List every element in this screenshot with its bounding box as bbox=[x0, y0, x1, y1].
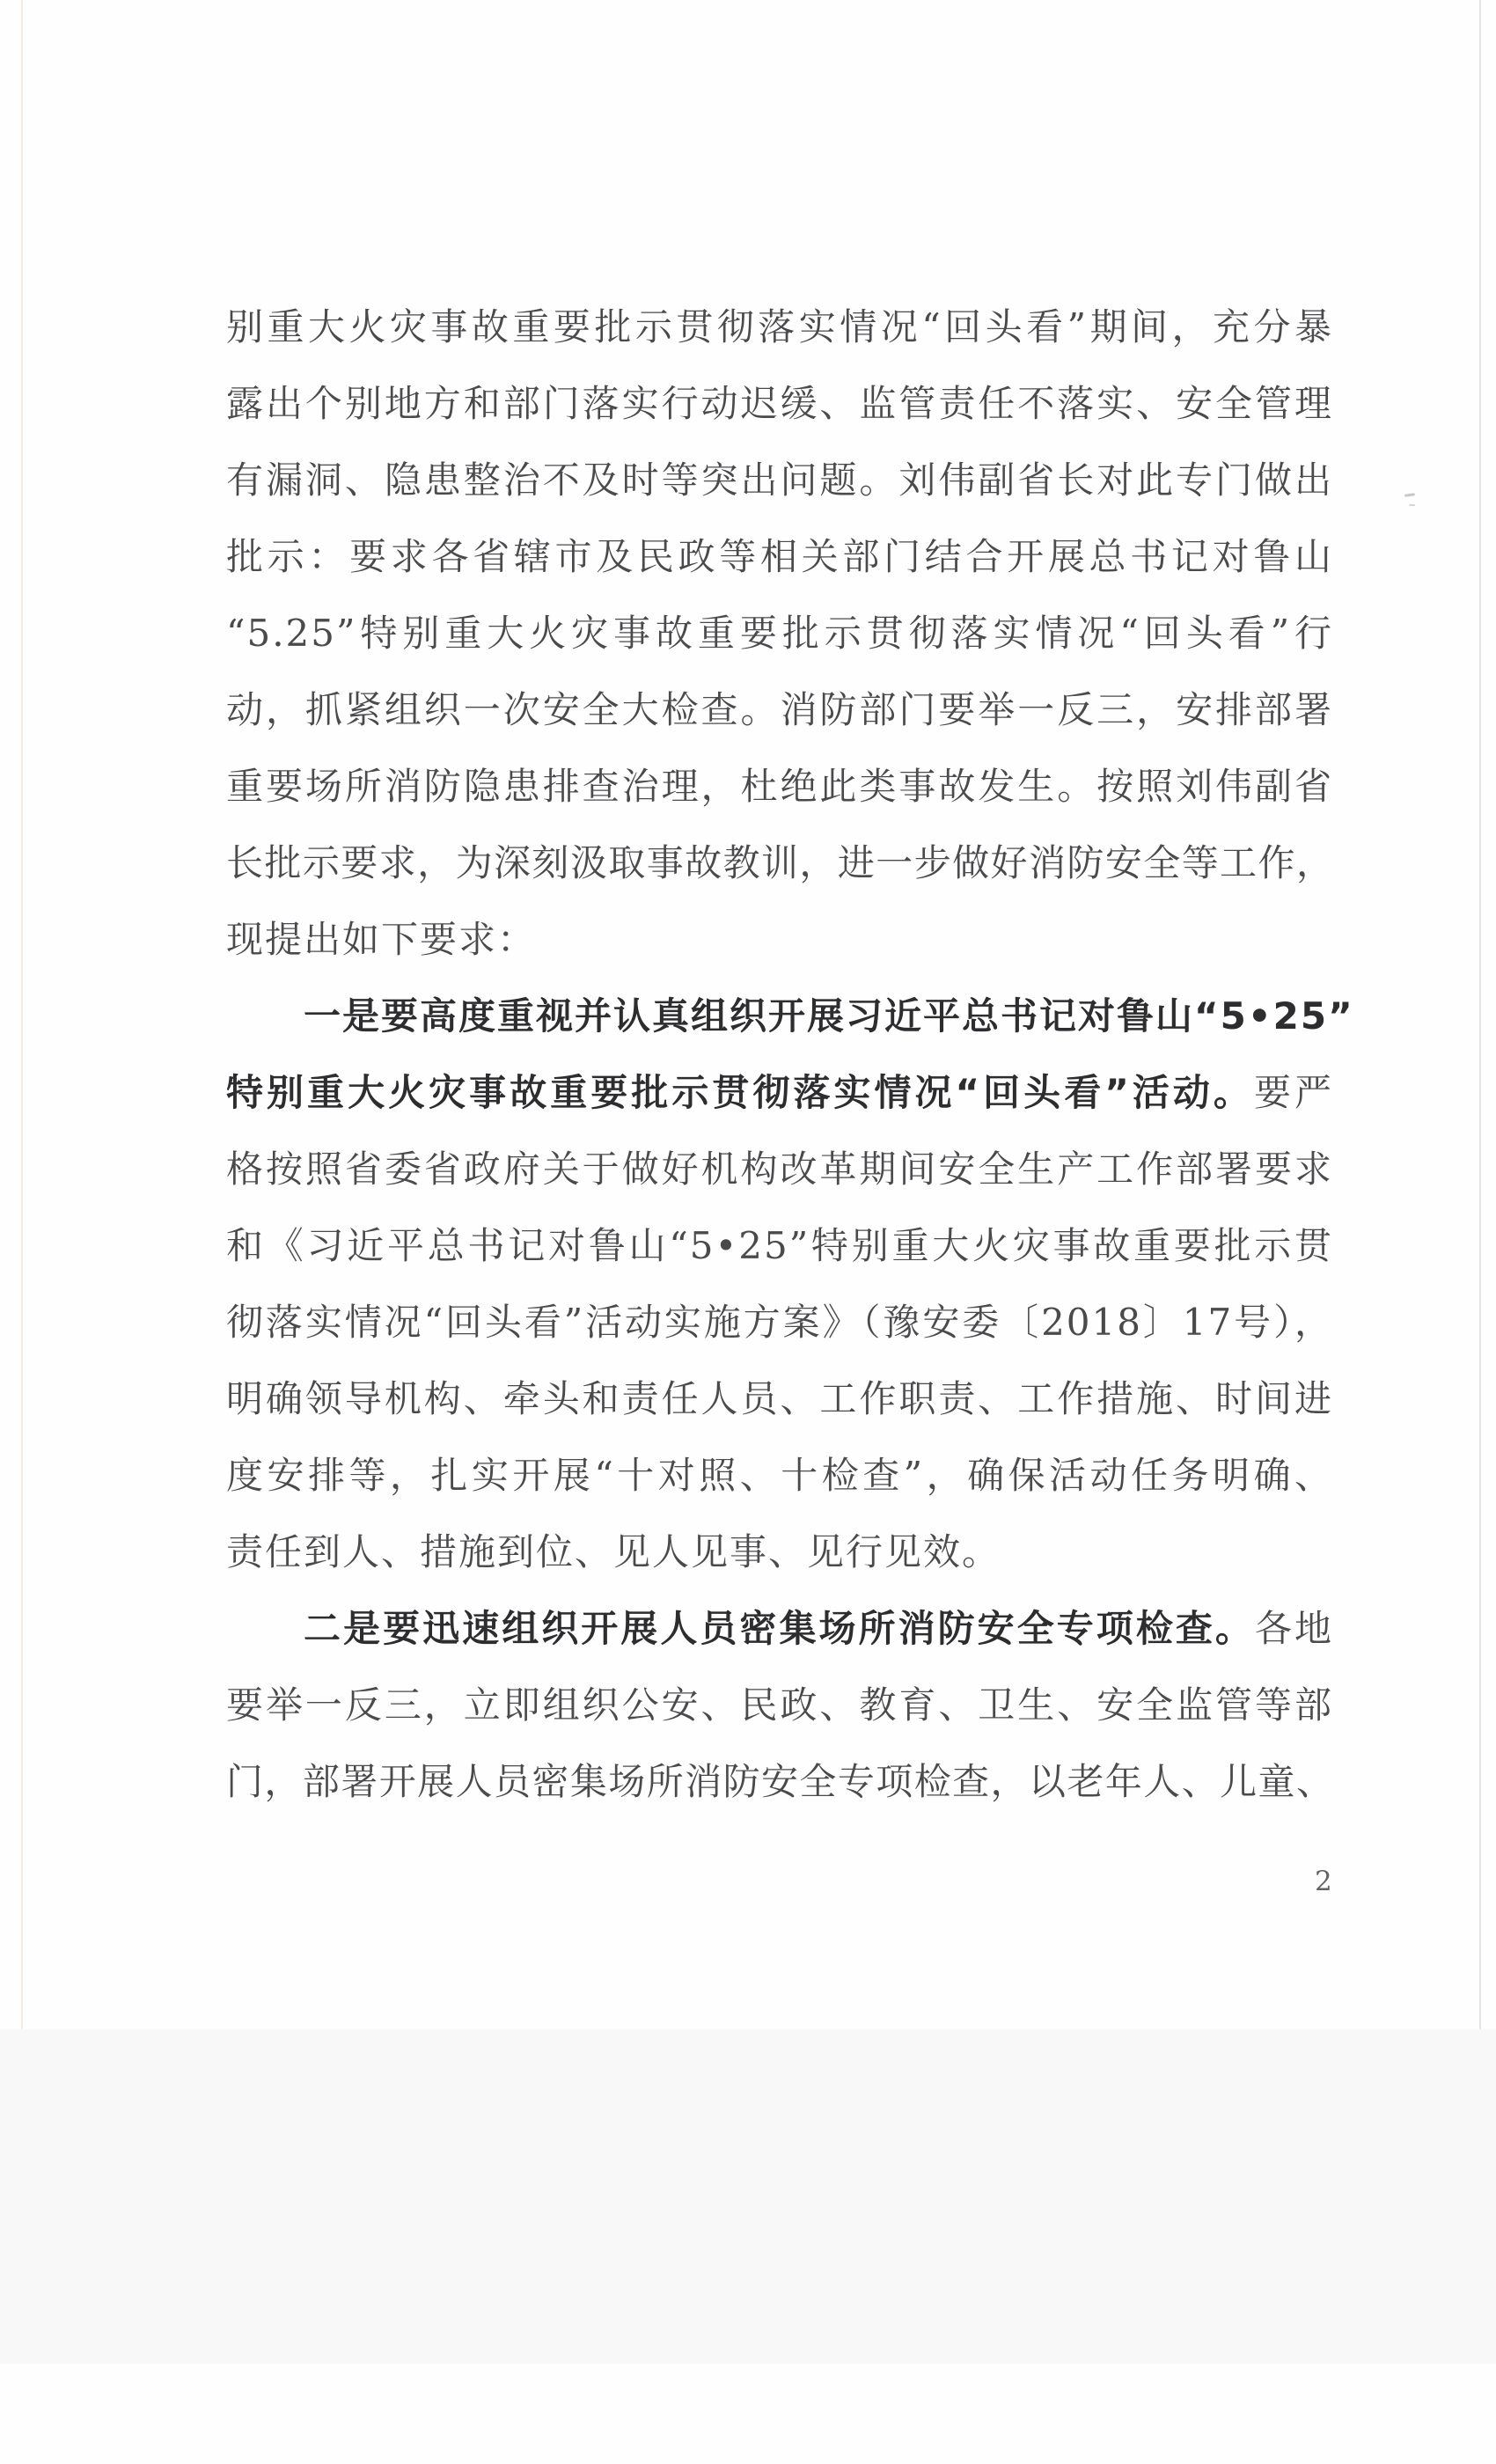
line-text: 责任到人、措施到位、见人见事、见行见效。 bbox=[226, 1530, 1001, 1573]
text-line bbox=[226, 595, 1333, 671]
scan-speck bbox=[1404, 493, 1415, 497]
text-line-paragraph-start bbox=[226, 1590, 1333, 1667]
line-text: 明确领导机构、牵头和责任人员、工作职责、工作措施、时间进 bbox=[226, 1377, 1333, 1420]
line-text: 有漏洞、隐患整治不及时等突出问题。刘伟副省长对此专门做出 bbox=[226, 458, 1333, 502]
line-text: 和《习近平总书记对鲁山“5•25”特别重大火灾事故重要批示贯 bbox=[226, 1224, 1333, 1267]
line-text-bold: 一是要高度重视并认真组织开展习近平总书记对鲁山“5•25” bbox=[304, 994, 1354, 1038]
text-line bbox=[226, 365, 1333, 442]
line-text: 要严 bbox=[1253, 1071, 1333, 1114]
text-line bbox=[226, 1437, 1333, 1514]
line-text: 各地 bbox=[1254, 1607, 1333, 1650]
scanner-background-band bbox=[0, 2029, 1496, 2364]
text-line bbox=[226, 1514, 1333, 1590]
text-line bbox=[226, 442, 1333, 518]
paper-left-edge bbox=[21, 0, 23, 2031]
line-text: 要举一反三，立即组织公安、民政、教育、卫生、安全监管等部 bbox=[226, 1683, 1333, 1727]
paper-right-edge bbox=[1479, 0, 1481, 2031]
text-line bbox=[226, 1284, 1333, 1360]
text-line bbox=[226, 1207, 1333, 1284]
line-text: 现提出如下要求： bbox=[226, 918, 537, 961]
text-line bbox=[226, 1360, 1333, 1437]
text-line bbox=[226, 1667, 1333, 1743]
text-line bbox=[226, 901, 1333, 978]
line-text: 度安排等，扎实开展“十对照、十检查”，确保活动任务明确、 bbox=[226, 1454, 1333, 1497]
text-line bbox=[226, 1743, 1333, 1820]
text-line bbox=[226, 1131, 1333, 1207]
text-line bbox=[226, 671, 1333, 748]
line-text: 彻落实情况“回头看”活动实施方案》（豫安委〔2018〕17号）， bbox=[226, 1301, 1333, 1344]
document-body-text bbox=[226, 289, 1354, 1820]
line-text: 动，抓紧组织一次安全大检查。消防部门要举一反三，安排部署 bbox=[226, 688, 1333, 731]
line-text: 批示：要求各省辖市及民政等相关部门结合开展总书记对鲁山 bbox=[226, 535, 1333, 578]
line-text-bold: 特别重大火灾事故重要批示贯彻落实情况“回头看”活动。 bbox=[226, 1071, 1254, 1114]
line-text: 露出个别地方和部门落实行动迟缓、监管责任不落实、安全管理 bbox=[226, 382, 1333, 425]
scan-speck bbox=[1409, 504, 1415, 506]
text-line bbox=[226, 1054, 1333, 1131]
line-text: 别重大火灾事故重要批示贯彻落实情况“回头看”期间，充分暴 bbox=[226, 305, 1333, 348]
text-line bbox=[226, 518, 1333, 595]
line-text: 门，部署开展人员密集场所消防安全专项检查，以老年人、儿童、 bbox=[226, 1760, 1333, 1803]
text-line bbox=[226, 748, 1333, 825]
line-text: 格按照省委省政府关于做好机构改革期间安全生产工作部署要求 bbox=[226, 1148, 1333, 1191]
line-text-bold: 二是要迅速组织开展人员密集场所消防安全专项检查。 bbox=[304, 1607, 1255, 1650]
line-text: 重要场所消防隐患排查治理，杜绝此类事故发生。按照刘伟副省 bbox=[226, 765, 1333, 808]
page-number: 2 bbox=[1315, 1866, 1332, 1897]
line-text: 长批示要求，为深刻汲取事故教训，进一步做好消防安全等工作， bbox=[226, 841, 1333, 884]
text-line-paragraph-start bbox=[226, 978, 1354, 1054]
line-text: “5.25”特别重大火灾事故重要批示贯彻落实情况“回头看”行 bbox=[226, 612, 1333, 655]
text-line bbox=[226, 289, 1333, 365]
text-line bbox=[226, 825, 1333, 901]
